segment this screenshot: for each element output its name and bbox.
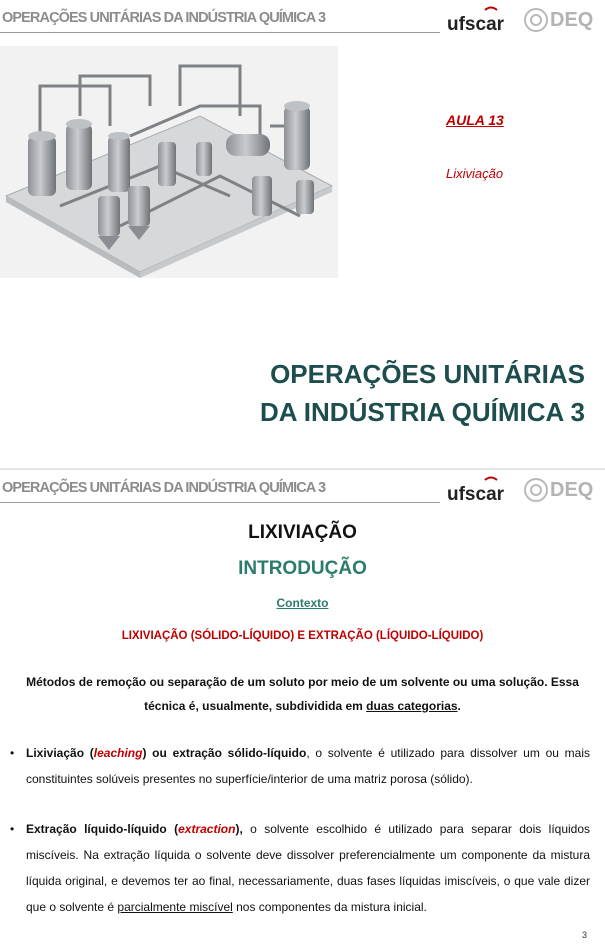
lecture-subtitle: Lixiviação	[446, 166, 504, 181]
methods-paragraph	[10, 670, 595, 718]
bullet-extraction	[10, 816, 590, 920]
context-label: Contexto	[276, 596, 329, 610]
extraction-underlined: parcialmente miscível	[117, 900, 233, 914]
slide-title	[0, 0, 605, 468]
page-number: 3	[581, 930, 587, 940]
section-heading: LIXIVIAÇÃO	[248, 522, 357, 543]
methods-text: Métodos de remoção ou separação de um soluto por meio de um solvente ou uma solução. Essa técnica é, usualmente, subdividida em	[26, 675, 579, 713]
extraction-description: o solvente escolhido é utilizado para separar dois líquidos miscíveis. Na extração líquida o solvente deve dissolver preferencialmente um componente da mistura líquida original, e devemos ter ao final, necessariamente, duas fases líquidas imiscíveis, o que vale dizer que o solvente é	[26, 822, 591, 914]
chemical-plant-illustration	[0, 46, 338, 278]
topic-line: LIXIVIAÇÃO (SÓLIDO-LÍQUIDO) E EXTRAÇÃO (LÍQUIDO-LÍQUIDO)	[121, 630, 484, 642]
leaching-label-end: ) ou extração sólido-líquido	[142, 746, 307, 760]
extraction-label-end: ),	[235, 822, 243, 836]
methods-end: .	[457, 699, 461, 713]
section-subheading: INTRODUÇÃO	[238, 558, 367, 579]
ufscar-logo	[445, 4, 507, 38]
ufscar-logo	[445, 474, 507, 508]
title-line-2: DA INDÚSTRIA QUÍMICA 3	[260, 397, 585, 427]
ufscar-logo-text: ufscar	[447, 484, 505, 505]
bullet-extraction-text	[26, 816, 590, 920]
title-line-1: OPERAÇÕES UNITÁRIAS	[270, 359, 585, 389]
slide-header	[0, 470, 605, 510]
header-title: OPERAÇÕES UNITÁRIAS DA INDÚSTRIA QUÍMICA 3	[2, 10, 326, 26]
lecture-number: AULA 13	[446, 112, 504, 128]
methods-underlined: duas categorias	[366, 699, 458, 713]
deq-logo-text: DEQ	[550, 9, 594, 31]
header-divider	[0, 502, 440, 503]
header-divider	[0, 32, 440, 33]
header-title: OPERAÇÕES UNITÁRIAS DA INDÚSTRIA QUÍMICA 3	[2, 480, 326, 496]
extraction-label: Extração líquido-líquido (	[26, 822, 179, 836]
deq-logo	[522, 2, 602, 38]
bullet-leaching	[10, 740, 590, 792]
extraction-description-end: nos componentes da mistura inicial.	[232, 900, 427, 914]
leaching-description: , o solvente é utilizado para dissolver um ou mais constituintes solúveis presentes no superfície/interior de uma matriz porosa (sólido).	[26, 746, 590, 786]
leaching-term: leaching	[93, 746, 143, 760]
slide-title-block	[260, 355, 585, 431]
slide-content	[0, 470, 605, 946]
deq-logo-text: DEQ	[550, 479, 594, 501]
bullet-dot: •	[10, 822, 15, 836]
bullet-leaching-text	[26, 740, 590, 792]
extraction-term: extraction	[178, 822, 236, 836]
deq-logo	[522, 472, 602, 508]
slide-header	[0, 0, 605, 40]
bullet-dot: •	[10, 746, 15, 760]
leaching-label: Lixiviação (	[26, 746, 94, 760]
ufscar-logo-text: ufscar	[447, 14, 505, 35]
